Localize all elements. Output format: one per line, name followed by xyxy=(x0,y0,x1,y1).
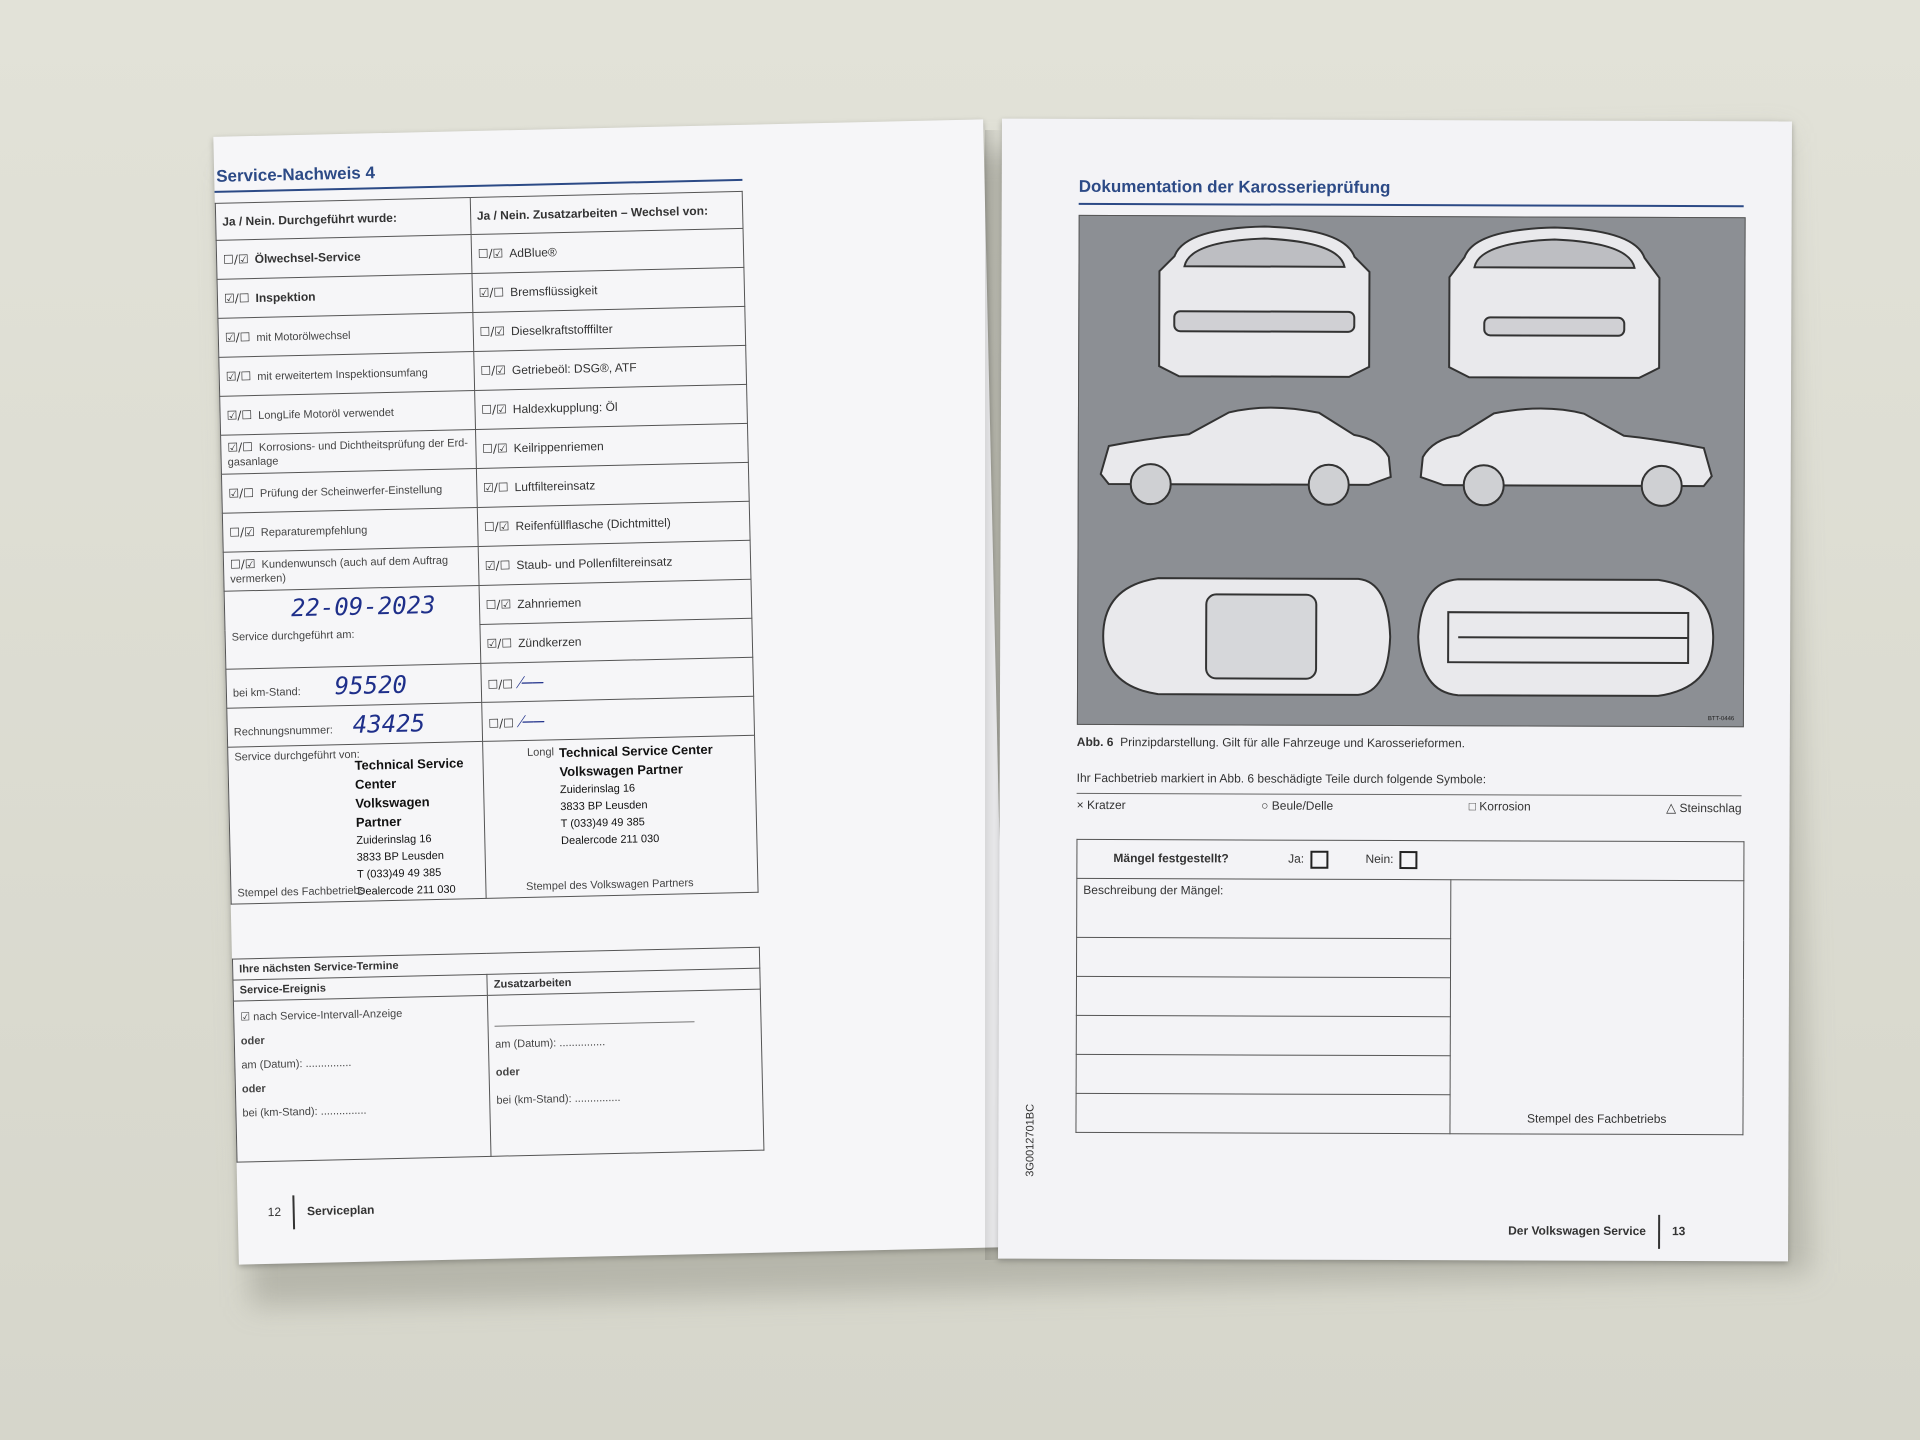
checkbox[interactable]: ☑/☐ xyxy=(223,291,250,306)
checkbox[interactable]: ☑/☐ xyxy=(478,285,505,300)
next-service-table xyxy=(232,947,764,1163)
extra-item: Keilrippenriemen xyxy=(513,439,604,456)
dealer-stamp-right: Technical Service Center Volkswagen Partner Zuiderinslag 16 3833 BP Leusden T (033)49 49 385 Dealercode 211 030 xyxy=(558,741,713,848)
checkbox[interactable]: ☐/☑ xyxy=(485,597,512,612)
description-label: Beschreibung der Mängel: xyxy=(1077,878,1452,938)
side-code: 3G0012701BC xyxy=(1024,1103,1037,1177)
km-handwritten: 95520 xyxy=(334,670,408,701)
service-item: Prüfung der Scheinwerfer-Einstellung xyxy=(259,483,443,500)
car-views-svg xyxy=(1078,216,1745,726)
ja-label: Ja: xyxy=(1288,851,1305,866)
checkbox[interactable]: ☐/☑ xyxy=(222,252,249,267)
extra-item: Luftfiltereinsatz xyxy=(514,478,596,495)
car-underbody-view xyxy=(1418,579,1713,696)
left-page-number: 12 xyxy=(267,1204,282,1220)
oder-label: oder xyxy=(241,1082,266,1096)
col-right-header: Ja / Nein. Zusatzarbeiten – Wechsel von: xyxy=(470,191,743,234)
title-rule xyxy=(1079,203,1744,207)
service-table xyxy=(215,191,759,905)
checkbox[interactable]: ☑/☐ xyxy=(228,486,255,501)
date-handwritten: 22-09-2023 xyxy=(290,590,436,623)
service-item: Reparaturempfehlung xyxy=(260,524,368,539)
checkbox[interactable]: ☐/☑ xyxy=(479,324,506,339)
nein-checkbox[interactable] xyxy=(1399,851,1417,869)
left-footer-label: Serviceplan xyxy=(306,1202,375,1219)
service-item: Korrosions- und Dichtheitsprüfung der Erd-gasanlage xyxy=(227,437,469,469)
description-line[interactable] xyxy=(1076,1093,1451,1133)
symbols-intro: Ihr Fachbetrieb markiert in Abb. 6 beschädigte Teile durch folgende Symbole: xyxy=(1076,770,1487,787)
next-extra-km-field: bei (km-Stand): ............... xyxy=(496,1091,621,1107)
stamp-label: Stempel des Fachbetriebs xyxy=(1526,1111,1667,1126)
checkbox[interactable]: ☐/☑ xyxy=(483,519,510,534)
invoice-handwritten: 43425 xyxy=(352,709,426,739)
defects-label: Mängel festgestellt? xyxy=(1113,851,1229,866)
next-date-field: am (Datum): ............... xyxy=(241,1056,352,1072)
table-row xyxy=(228,735,758,904)
next-col-left: Service-Ereignis xyxy=(233,974,488,1001)
stamp-area xyxy=(1450,880,1743,1135)
invoice-label: Rechnungsnummer: xyxy=(233,724,333,739)
checkbox[interactable]: ☐/☐ xyxy=(487,676,514,692)
right-footer xyxy=(1508,1214,1685,1249)
defects-table xyxy=(1075,839,1744,1135)
figure-code: BTT-0446 xyxy=(1707,716,1735,723)
extra-item: Bremsflüssigkeit xyxy=(510,283,598,300)
oder-label: oder xyxy=(240,1034,265,1048)
ja-checkbox[interactable] xyxy=(1310,851,1328,869)
extra-item: Getriebeöl: DSG®, ATF xyxy=(511,360,637,378)
next-interval: ☑ nach Service-Intervall-Anzeige xyxy=(240,1007,403,1024)
figure-caption: Abb. 6 Prinzipdarstellung. Gilt für alle Fahrzeuge und Karosserieformen. xyxy=(1076,734,1466,751)
description-line[interactable] xyxy=(1076,937,1451,977)
car-front-view xyxy=(1449,227,1660,378)
extra-item: AdBlue® xyxy=(509,245,557,261)
checkbox[interactable]: ☐/☑ xyxy=(229,525,256,540)
checkbox[interactable]: ☑/☐ xyxy=(224,330,251,345)
dealer-stamp-left: Technical Service Center Volkswagen Partner Zuiderinslag 16 3833 BP Leusden T (033)49 49 385 Dealercode 211 030 xyxy=(354,755,464,898)
checkbox[interactable]: ☐/☑ xyxy=(480,363,507,378)
car-top-view xyxy=(1103,578,1390,695)
extra-item: Haldexkupplung: Öl xyxy=(512,399,618,417)
col-left-header: Ja / Nein. Durchgeführt wurde: xyxy=(215,198,470,241)
service-item: LongLife Motoröl verwendet xyxy=(258,406,395,422)
left-page-title: Service-Nachweis 4 xyxy=(215,163,376,186)
service-item: Inspektion xyxy=(255,289,316,305)
checkbox[interactable]: ☐/☐ xyxy=(488,715,515,731)
next-col-right: Zusatzarbeiten xyxy=(487,968,760,995)
date-label: Service durchgeführt am: xyxy=(231,628,355,644)
right-page xyxy=(998,119,1792,1262)
legend-item: ○ Beule/Delle xyxy=(1261,798,1334,813)
description-line[interactable] xyxy=(1076,976,1451,1016)
left-footer xyxy=(267,1194,374,1230)
extra-item: Staub- und Pollenfiltereinsatz xyxy=(516,554,673,573)
nein-label: Nein: xyxy=(1365,852,1394,867)
description-line[interactable] xyxy=(1076,1054,1451,1094)
legend-item: △ Steinschlag xyxy=(1666,799,1742,816)
checkbox[interactable]: ☐/☑ xyxy=(481,441,508,456)
extra-item: Dieselkraftstofffilter xyxy=(510,321,613,339)
longlife-label: Longl xyxy=(526,746,555,759)
legend-item: × Kratzer xyxy=(1076,797,1126,813)
stamp-label-right: Stempel des Volkswagen Partners xyxy=(525,877,694,893)
car-diagram-figure xyxy=(1077,215,1746,727)
next-title: Ihre nächsten Service-Termine xyxy=(232,947,759,980)
checkbox[interactable]: ☑/☐ xyxy=(486,636,513,651)
car-rear-view xyxy=(1159,226,1370,377)
extra-item: Zündkerzen xyxy=(517,634,582,651)
checkbox[interactable]: ☑/☐ xyxy=(225,369,252,384)
checkbox[interactable]: ☑/☐ xyxy=(482,480,509,495)
oder-label: oder xyxy=(495,1066,520,1079)
checkbox[interactable]: ☑/☐ xyxy=(227,440,254,455)
service-item: mit erweitertem Inspektionsumfang xyxy=(257,367,428,383)
km-label: bei km-Stand: xyxy=(232,686,301,700)
service-item: mit Motorölwechsel xyxy=(256,329,351,344)
service-item: Kundenwunsch (auch auf dem Auftrag vermerken) xyxy=(230,554,449,586)
checkbox[interactable]: ☑/☐ xyxy=(226,408,253,423)
pen-stroke: ⁄—— xyxy=(518,671,544,693)
right-footer-label: Der Volkswagen Service xyxy=(1508,1223,1646,1239)
checkbox[interactable]: ☐/☑ xyxy=(229,557,256,572)
symbols-legend xyxy=(1077,793,1742,816)
description-line[interactable] xyxy=(1076,1015,1451,1055)
checkbox[interactable]: ☑/☐ xyxy=(484,558,511,573)
right-page-number: 13 xyxy=(1671,1224,1686,1239)
performed-by-label: Service durchgeführt von: xyxy=(234,748,360,764)
checkbox[interactable]: ☐/☑ xyxy=(477,246,504,261)
next-km-field: bei (km-Stand): ............... xyxy=(242,1104,367,1120)
extra-item: Zahnriemen xyxy=(517,595,582,612)
legend-item: □ Korrosion xyxy=(1468,799,1531,814)
pen-stroke: ⁄—— xyxy=(519,710,545,732)
checkbox[interactable]: ☐/☑ xyxy=(481,402,507,417)
right-page-title: Dokumentation der Karosserieprüfung xyxy=(1078,176,1391,197)
car-side-view-left xyxy=(1101,407,1391,505)
extra-item: Reifenfüllflasche (Dichtmittel) xyxy=(515,515,671,534)
car-side-view-right xyxy=(1421,408,1712,506)
left-page xyxy=(213,119,1008,1264)
next-extra-date-field: am (Datum): ............... xyxy=(495,1036,606,1051)
stamp-label-left: Stempel des Fachbetriebs xyxy=(237,884,366,900)
service-item: Ölwechsel-Service xyxy=(254,249,361,266)
